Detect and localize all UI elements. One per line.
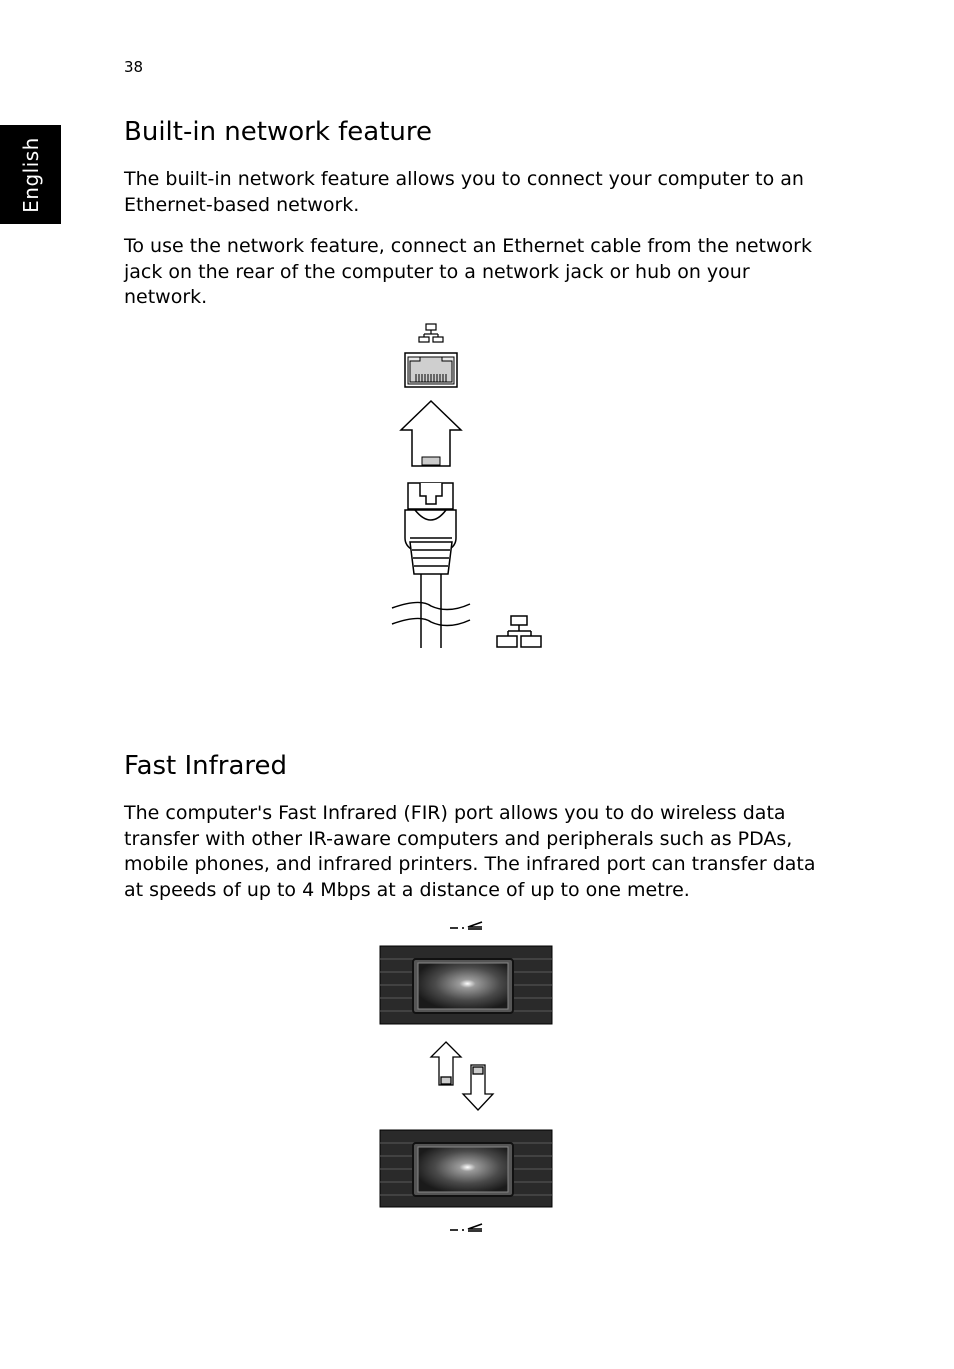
language-tab — [0, 125, 61, 224]
infrared-figure — [378, 915, 558, 1240]
infrared-port-icon — [380, 946, 552, 1024]
ethernet-jack-icon — [405, 353, 457, 387]
network-paragraph-2: To use the network feature, connect an Ethernet cable from the network jack on the rear of the computer to a network jack or hub on your network. — [124, 235, 812, 308]
section-heading-infrared: Fast Infrared — [124, 751, 288, 781]
section-heading-network: Built-in network feature — [124, 117, 433, 147]
network-paragraph-1: The built-in network feature allows you to connect your computer to an Ethernet-based network. — [124, 168, 804, 216]
arrow-up-icon — [401, 401, 461, 466]
network-figure — [380, 318, 560, 653]
infrared-port-icon — [380, 1130, 552, 1207]
infrared-icon — [450, 1224, 482, 1231]
network-icon — [419, 324, 443, 342]
page-number: 38 — [124, 58, 144, 76]
arrow-up-icon — [431, 1042, 461, 1085]
language-tab-label: English — [18, 136, 43, 213]
infrared-icon — [450, 922, 482, 929]
ethernet-plug-icon — [392, 483, 470, 648]
arrow-down-icon — [463, 1065, 493, 1110]
network-icon — [497, 616, 541, 647]
infrared-paragraph: The computer's Fast Infrared (FIR) port allows you to do wireless data transfer with other IR-aware computers and peripherals such as PDAs, mobile phones, and infrared printers. The infrared port can transfer data at speeds of up to 4 Mbps at a distance of up to one metre. — [124, 802, 816, 901]
